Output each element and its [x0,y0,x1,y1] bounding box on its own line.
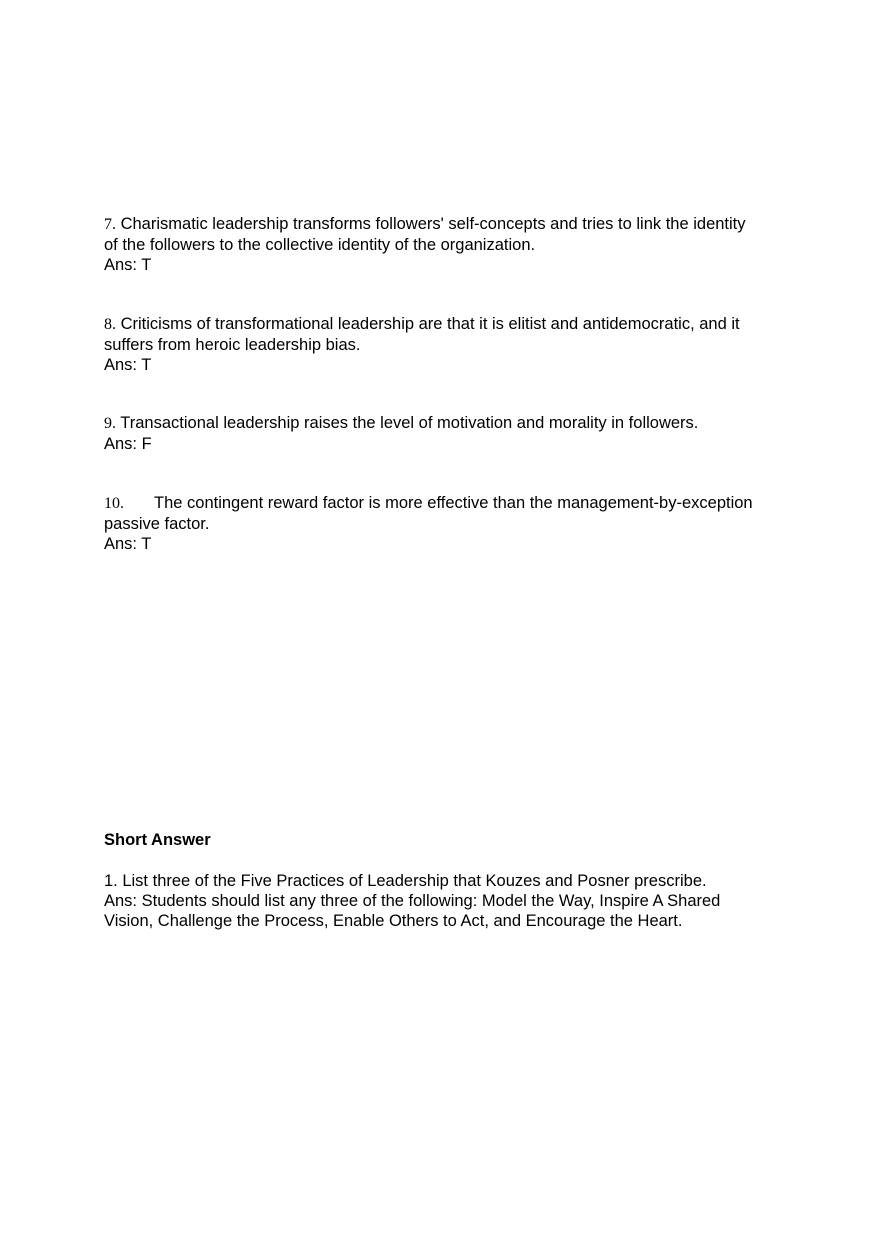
short-answer-answer-line-1: Ans: Students should list any three of the following: Model the Way, Inspire A Shared [104,892,721,910]
question-text: Charismatic leadership transforms followers' self-concepts and tries to link the identity [120,215,746,233]
question-7-line-1 [104,214,794,235]
question-8 [104,314,794,375]
question-number: 7. [104,216,116,233]
section-heading: Short Answer [104,831,211,849]
question-10-answer: Ans: T [104,535,152,553]
question-number: 9. [104,415,116,432]
question-9-answer: Ans: F [104,435,152,453]
short-answer-answer-line-2: Vision, Challenge the Process, Enable Others to Act, and Encourage the Heart. [104,912,683,930]
question-8-answer: Ans: T [104,356,152,374]
question-7-answer: Ans: T [104,256,152,274]
question-9 [104,413,794,454]
question-8-line-2: suffers from heroic leadership bias. [104,336,361,354]
short-answer-question-text: 1. List three of the Five Practices of Leadership that Kouzes and Posner prescribe. [104,872,707,890]
question-7-line-2: of the followers to the collective identity of the organization. [104,236,536,254]
question-10-line-1 [104,493,794,514]
question-8-line-1 [104,314,794,335]
question-number: 10. [104,495,124,512]
question-10-line-2: passive factor. [104,515,210,533]
question-text: The contingent reward factor is more effective than the management-by-exception [154,494,753,512]
question-number: 8. [104,316,116,333]
question-text: Transactional leadership raises the level of motivation and morality in followers. [120,414,699,432]
question-text: Criticisms of transformational leadership are that it is elitist and antidemocratic, and it [120,315,740,333]
short-answer-question-1 [104,871,794,931]
question-10 [104,493,794,554]
short-answer-section [104,830,794,850]
question-9-line-1 [104,413,794,434]
question-7 [104,214,794,275]
